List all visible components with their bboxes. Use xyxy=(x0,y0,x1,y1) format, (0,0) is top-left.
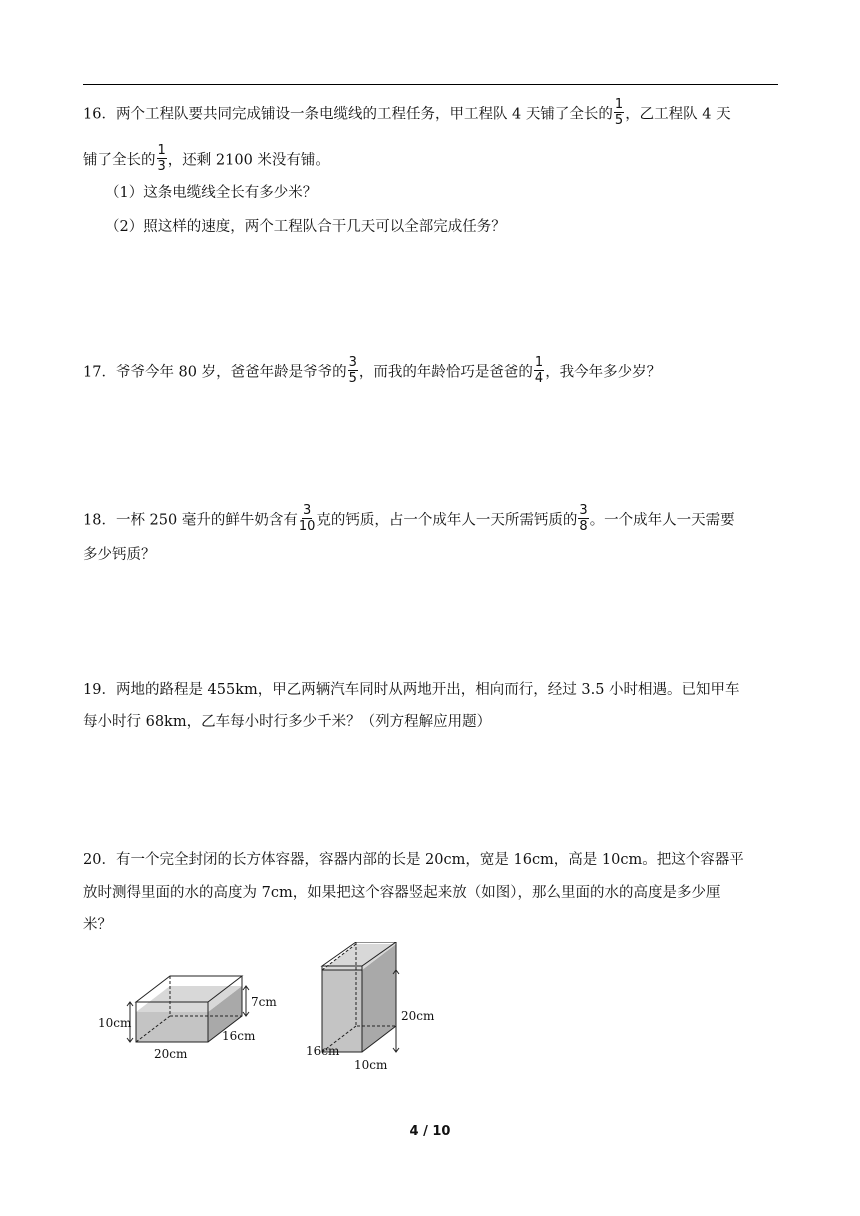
label-height: 20cm xyxy=(401,1009,435,1023)
fraction: $\frac{3}{8}$ xyxy=(579,503,588,534)
label-width: 16cm xyxy=(306,1044,340,1058)
fraction: $\frac{3}{5}$ xyxy=(348,355,357,386)
q16-line2: 铺了全长的 $\frac{1}{3}$ ，还剩 2100 米没有铺。 xyxy=(83,143,330,174)
page-number: 4 / 10 xyxy=(409,1124,451,1139)
q19-line2: 每小时行 68km，乙车每小时行多少千米？（列方程解应用题） xyxy=(83,714,492,730)
label-width: 16cm xyxy=(222,1029,256,1043)
figure-flat-container xyxy=(96,968,282,1068)
fraction: $\frac{1}{3}$ xyxy=(157,143,166,174)
q18-line1: 18．一杯 250 毫升的鲜牛奶含有 $\frac{3}{10}$ 克的钙质，占一个成年人一天所需钙质的 $\frac{3}{8}$ 。一个成年人一天需要 xyxy=(83,503,735,534)
label-length: 20cm xyxy=(154,1047,188,1061)
q20-line2: 放时测得里面的水的高度为 7cm，如果把这个容器竖起来放（如图），那么里面的水的高度是多少厘 xyxy=(83,885,721,901)
fraction: $\frac{1}{4}$ xyxy=(534,355,544,386)
q16-line1: 16．两个工程队要共同完成铺设一条电缆线的工程任务，甲工程队 4 天铺了全长的 $\frac{1}{5}$ ，乙工程队 4 天 xyxy=(83,97,731,128)
label-height: 10cm xyxy=(98,1016,132,1030)
fraction: $\frac{1}{5}$ xyxy=(614,97,624,128)
figure-upright-container xyxy=(302,942,442,1078)
q18-line2: 多少钙质？ xyxy=(83,547,156,563)
header-rule xyxy=(83,84,778,85)
q16-sub1: （1）这条电缆线全长有多少米？ xyxy=(105,185,318,201)
fraction: $\frac{3}{10}$ xyxy=(298,503,316,534)
q19-line1: 19．两地的路程是 455km，甲乙两辆汽车同时从两地开出，相向而行，经过 3.5 小时相遇。已知甲车 xyxy=(83,682,740,698)
q20-line3: 米？ xyxy=(83,917,112,933)
q20-line1: 20．有一个完全封闭的长方体容器，容器内部的长是 20cm，宽是 16cm，高是 10cm。把这个容器平 xyxy=(83,852,744,868)
label-water: 7cm xyxy=(251,995,277,1009)
label-length: 10cm xyxy=(354,1058,388,1072)
q17-line1: 17．爷爷今年 80 岁，爸爸年龄是爷爷的 $\frac{3}{5}$ ，而我的年龄恰巧是爸爸的 $\frac{1}{4}$ ，我今年多少岁？ xyxy=(83,355,662,386)
q16-sub2: （2）照这样的速度，两个工程队合干几天可以全部完成任务？ xyxy=(105,219,506,235)
